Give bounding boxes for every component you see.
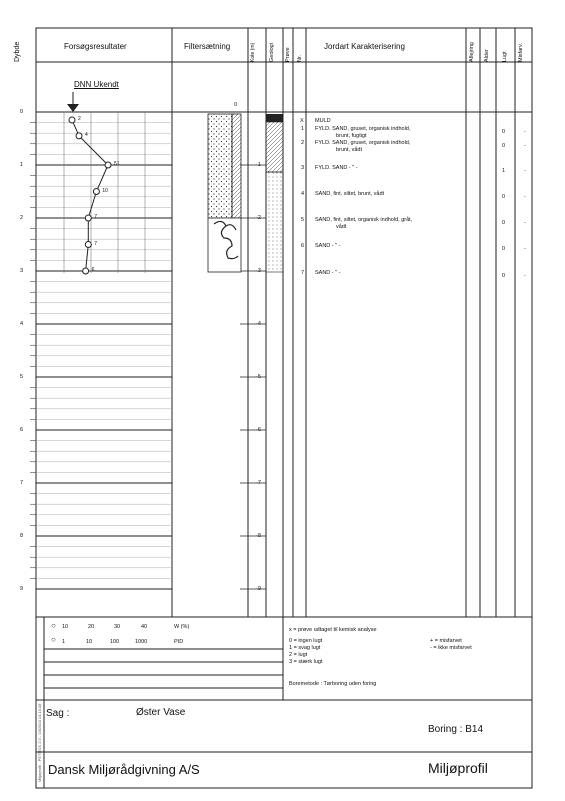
w-scale-40: 40: [141, 624, 148, 630]
profile-line: [72, 120, 108, 271]
kote-tick-label: -2: [256, 215, 261, 221]
sample-lugt: 0: [502, 220, 506, 226]
w-scale-20: 20: [88, 624, 95, 630]
header-lugt: Lugt: [502, 51, 508, 62]
pid-scale-100: 100: [110, 639, 120, 645]
sample-lugt: 0: [502, 143, 506, 149]
kote-tick-label: -5: [256, 374, 261, 380]
sample-nr: 4: [301, 191, 305, 197]
header-proeve: Prøve: [285, 47, 291, 62]
side-text: Miljøprofil - PETROX 2.0 - 04/2004 14.10.08: [37, 703, 42, 782]
sample-nr: 2: [301, 140, 305, 146]
data-point: [69, 117, 75, 123]
depth-tick-label: 5: [20, 374, 24, 380]
header-misfarv: Misfarv.: [518, 43, 524, 62]
depth-tick-label: 6: [20, 427, 24, 433]
w-unit: W (%): [174, 624, 190, 630]
sample-description: FYLD. SAND - " -: [315, 165, 358, 171]
sample-detail: brunt, vådt: [336, 147, 362, 153]
sample-lugt: 1: [502, 168, 506, 174]
kote-top: 0: [234, 102, 238, 108]
company-name: Dansk Miljørådgivning A/S: [48, 762, 200, 777]
boremetode: Boremetode : Tørboring uden foring: [289, 681, 377, 687]
kote-tick-label: -1: [256, 162, 261, 168]
kote-tick-label: -7: [256, 480, 261, 486]
reference-marker-icon: [67, 104, 79, 112]
depth-tick-label: 3: [20, 268, 24, 274]
header-aflejring: Aflejring: [469, 42, 475, 62]
sample-nr: 6: [301, 243, 305, 249]
kote-tick-label: -9: [256, 586, 261, 592]
sample-description: SAND, fint, siltet, brunt, vådt: [315, 191, 385, 197]
sample-nr: 7: [301, 270, 305, 276]
depth-tick-label: 9: [20, 586, 24, 592]
header-nr: Nr.: [297, 54, 303, 62]
header-jordart: Jordart Karakterisering: [324, 42, 405, 51]
sample-misfarv: -: [524, 143, 526, 149]
data-point-label: 7: [94, 214, 98, 220]
pid-unit: PID: [174, 639, 184, 645]
sag-value: Øster Vase: [136, 707, 186, 718]
legend-note: 0 = ingen lugt: [289, 638, 323, 644]
doc-type: Miljøprofil: [428, 760, 488, 776]
data-point-label: 2: [78, 115, 81, 122]
w-scale-30: 30: [114, 624, 121, 630]
depth-tick-label: 7: [20, 480, 24, 486]
data-point-label: 51: [114, 161, 120, 167]
sample-nr: 3: [301, 165, 305, 171]
sample-misfarv: -: [524, 168, 526, 174]
pid-scale-1: 1: [62, 639, 66, 645]
depth-tick-label: 0: [20, 109, 24, 115]
data-point: [105, 162, 111, 168]
circle-icon: ○: [51, 635, 56, 644]
reference-label: DNN Ukendt: [74, 80, 119, 89]
sample-misfarv: -: [524, 129, 526, 135]
sample-misfarv: -: [524, 273, 526, 279]
header-kote: Kote (m): [250, 42, 256, 62]
legend-note: 2 = lugt: [289, 652, 308, 658]
data-point-label: 6: [91, 267, 95, 273]
header-filtersaetning: Filtersætning: [184, 42, 231, 51]
depth-tick-label: 2: [20, 215, 24, 221]
sample-lugt: 0: [502, 129, 506, 135]
data-point: [76, 133, 82, 139]
data-point-label: 4: [85, 131, 88, 138]
sample-description: FYLD. SAND, gruset, organisk indhold,: [315, 126, 411, 132]
kote-tick-label: -4: [256, 321, 261, 327]
kote-tick-label: -3: [256, 268, 261, 274]
header-alder: Alder: [484, 49, 490, 62]
legend-note: x = prøve udtaget til kemisk analyse: [289, 627, 377, 633]
data-point-label: 10: [102, 187, 108, 194]
sample-description: MULD: [315, 118, 331, 124]
misfarv-note-plus: + = misfarvet: [430, 638, 462, 644]
sample-detail: brunt, fugtigt: [336, 133, 367, 139]
circle-icon: ○: [51, 621, 56, 630]
sample-description: SAND - " -: [315, 243, 341, 249]
depth-tick-label: 8: [20, 533, 24, 539]
filter-column: [208, 114, 241, 272]
sample-description: SAND, fint, siltet, organisk indhold, gråt,: [315, 217, 413, 223]
data-point: [85, 242, 91, 248]
header-geologi: Geologi: [269, 43, 275, 62]
data-point-label: 7: [94, 240, 98, 247]
sample-nr: 5: [301, 217, 305, 223]
header-dybde: Dybde: [14, 41, 21, 62]
depth-tick-label: 4: [20, 321, 24, 327]
sample-misfarv: -: [524, 246, 526, 252]
geology-column: [266, 114, 283, 272]
pid-scale-1000: 1000: [135, 639, 148, 645]
sample-lugt: 0: [502, 273, 506, 279]
sag-label: Sag :: [46, 708, 70, 719]
sample-detail: vådt: [336, 224, 347, 230]
data-point: [93, 189, 99, 195]
sample-lugt: 0: [502, 246, 506, 252]
w-scale-10: 10: [62, 624, 69, 630]
legend-note: 1 = svag lugt: [289, 645, 321, 651]
header-forsoegsresultater: Forsøgsresultater: [64, 42, 127, 51]
data-point: [83, 268, 89, 274]
sample-nr: 1: [301, 126, 305, 132]
misfarv-note-minus: - = ikke misfarvet: [430, 645, 472, 651]
sample-description: SAND - " -: [315, 270, 341, 276]
boring-number: Boring : B14: [428, 724, 484, 735]
legend-note: 3 = stærk lugt: [289, 659, 323, 665]
kote-tick-label: -6: [256, 427, 261, 433]
data-point: [85, 215, 91, 221]
sample-misfarv: -: [524, 194, 526, 200]
sample-description: FYLD. SAND, gruset, organisk indhold,: [315, 140, 411, 146]
pid-scale-10: 10: [86, 639, 93, 645]
sample-nr: X: [300, 118, 304, 124]
sample-lugt: 0: [502, 194, 506, 200]
sample-misfarv: -: [524, 220, 526, 226]
depth-tick-label: 1: [20, 162, 24, 168]
kote-tick-label: -8: [256, 533, 261, 539]
